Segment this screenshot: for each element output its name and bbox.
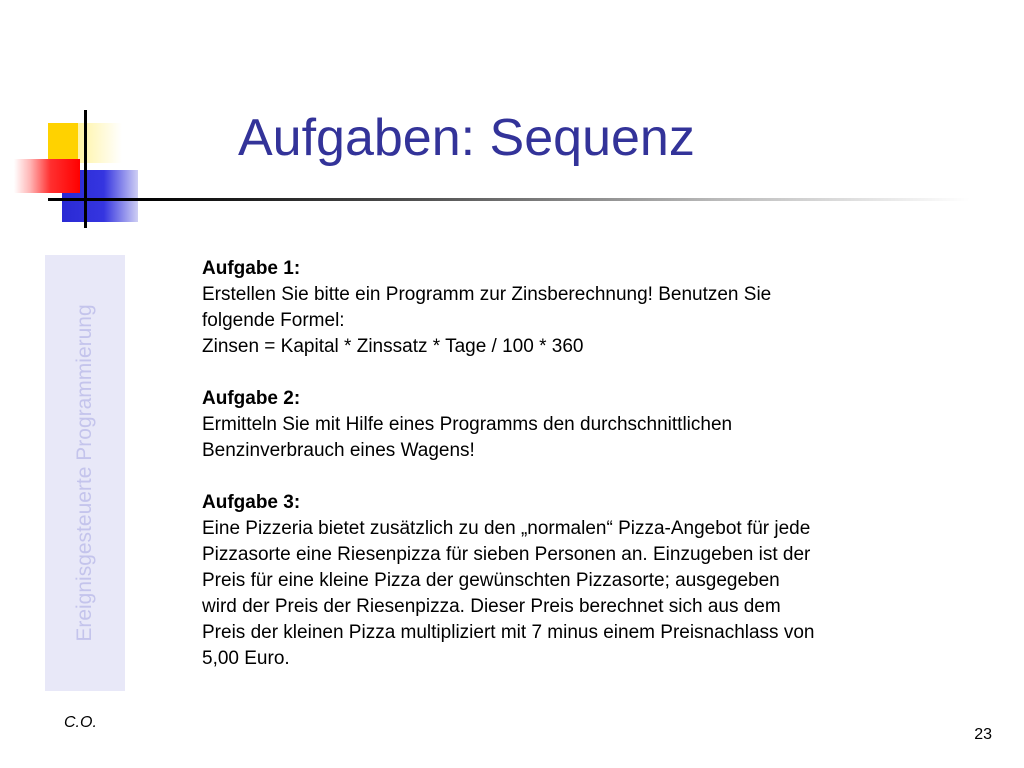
title-underline xyxy=(140,198,970,201)
slide-title: Aufgaben: Sequenz xyxy=(238,109,695,167)
task-2-heading: Aufgabe 2: xyxy=(202,388,301,409)
task-3 xyxy=(202,490,962,672)
task-3-heading: Aufgabe 3: xyxy=(202,492,301,513)
logo-red-square xyxy=(14,159,80,193)
task-3-line-1: Eine Pizzeria bietet zusätzlich zu den „normalen“ Pizza-Angebot für jede xyxy=(202,518,811,539)
page-number: 23 xyxy=(974,726,992,743)
task-3-line-4: wird der Preis der Riesenpizza. Dieser Preis berechnet sich aus dem xyxy=(202,596,781,617)
task-3-line-2: Pizzasorte eine Riesenpizza für sieben Personen an. Einzugeben ist der xyxy=(202,544,811,565)
side-label: Ereignisgesteuerte Programmierung xyxy=(73,304,96,642)
logo-yellow-square xyxy=(48,123,78,163)
task-2-line-2: Benzinverbrauch eines Wagens! xyxy=(202,440,475,461)
task-1-heading: Aufgabe 1: xyxy=(202,258,301,279)
task-1 xyxy=(202,256,962,360)
logo-yellow-glow xyxy=(76,123,122,163)
task-3-line-6: 5,00 Euro. xyxy=(202,648,290,669)
slide-logo-decoration xyxy=(0,0,160,240)
logo-vertical-line xyxy=(84,110,87,228)
task-3-line-3: Preis für eine kleine Pizza der gewünschten Pizzasorte; ausgegeben xyxy=(202,570,780,591)
task-1-line-1: Erstellen Sie bitte ein Programm zur Zinsberechnung! Benutzen Sie xyxy=(202,284,772,305)
task-2 xyxy=(202,386,962,464)
task-1-line-2: folgende Formel: xyxy=(202,310,345,331)
task-3-line-5: Preis der kleinen Pizza multipliziert mit 7 minus einem Preisnachlass von xyxy=(202,622,815,643)
slide-content xyxy=(202,256,962,672)
task-2-line-1: Ermitteln Sie mit Hilfe eines Programms den durchschnittlichen xyxy=(202,414,733,435)
footer-author: C.O. xyxy=(64,714,97,731)
task-1-formula: Zinsen = Kapital * Zinssatz * Tage / 100 * 360 xyxy=(202,336,584,357)
